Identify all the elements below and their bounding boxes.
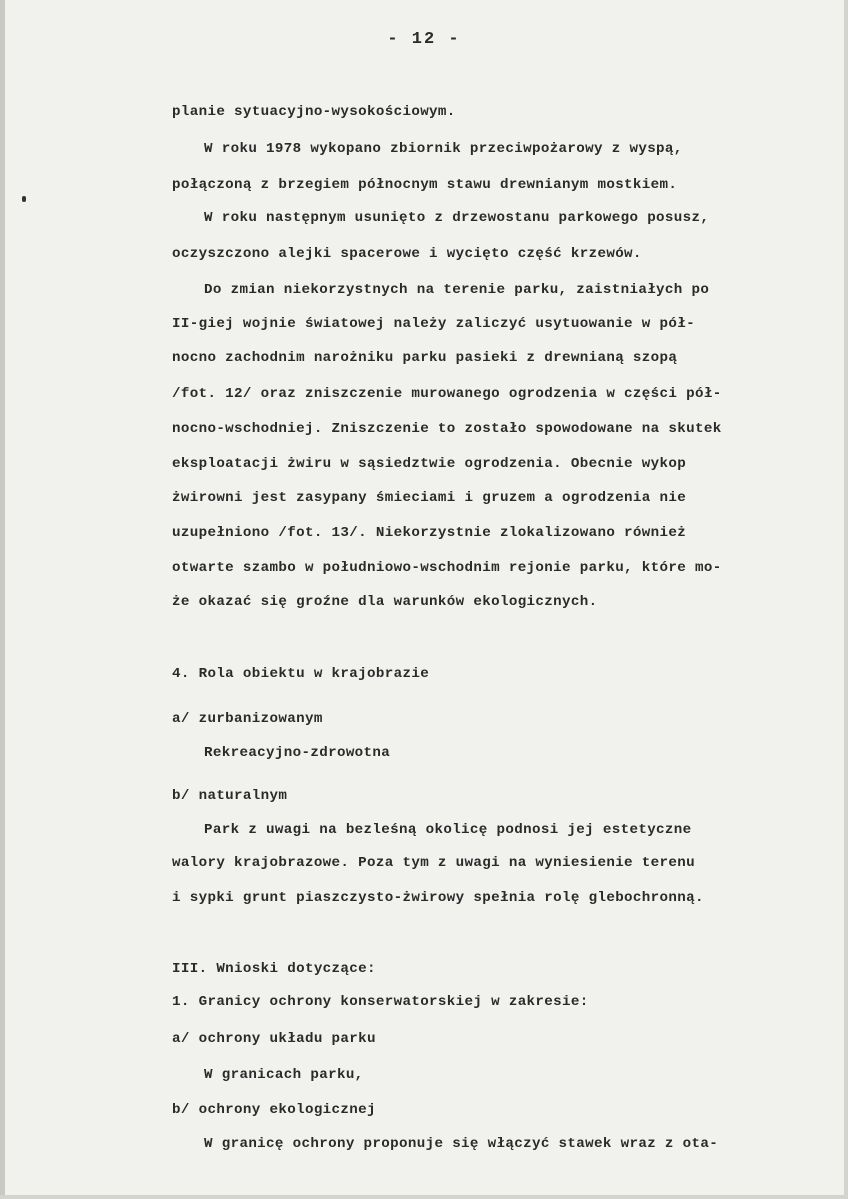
text-line: b/ naturalnym xyxy=(172,788,288,804)
text-line: oczyszczono alejki spacerowe i wycięto część krzewów. xyxy=(172,246,642,262)
text-line: a/ zurbanizowanym xyxy=(172,711,323,727)
text-line: żwirowni jest zasypany śmieciami i gruzem a ogrodzenia nie xyxy=(172,490,687,506)
text-line: b/ ochrony ekologicznej xyxy=(172,1102,376,1118)
text-line: połączoną z brzegiem północnym stawu drewnianym mostkiem. xyxy=(172,177,678,193)
text-line: że okazać się groźne dla warunków ekologicznych. xyxy=(172,594,598,610)
text-line: II-giej wojnie światowej należy zaliczyć usytuowanie w pół- xyxy=(172,316,695,332)
margin-mark xyxy=(22,196,26,202)
text-line: Rekreacyjno-zdrowotna xyxy=(204,745,391,761)
text-line: Park z uwagi na bezleśną okolicę podnosi jej estetyczne xyxy=(204,822,692,838)
text-line: a/ ochrony układu parku xyxy=(172,1031,376,1047)
text-line: walory krajobrazowe. Poza tym z uwagi na wyniesienie terenu xyxy=(172,855,695,871)
scan-edge-left xyxy=(0,0,5,1199)
scan-edge-bottom xyxy=(0,1195,848,1199)
text-line: eksploatacji żwiru w sąsiedztwie ogrodzenia. Obecnie wykop xyxy=(172,456,687,472)
text-line: planie sytuacyjno-wysokościowym. xyxy=(172,104,456,120)
scan-edge-right xyxy=(844,0,848,1199)
text-line: Do zmian niekorzystnych na terenie parku, zaistniałych po xyxy=(204,282,710,298)
text-line: W granicach parku, xyxy=(204,1067,364,1083)
text-line: W granicę ochrony proponuje się włączyć stawek wraz z ota- xyxy=(204,1136,719,1152)
text-line: nocno zachodnim narożniku parku pasieki z drewnianą szopą xyxy=(172,350,678,366)
section-heading: III. Wnioski dotyczące: xyxy=(172,961,376,977)
text-line: 1. Granicy ochrony konserwatorskiej w zakresie: xyxy=(172,994,589,1010)
text-line: /fot. 12/ oraz zniszczenie murowanego ogrodzenia w części pół- xyxy=(172,386,722,402)
text-line: W roku następnym usunięto z drzewostanu parkowego posusz, xyxy=(204,210,710,226)
section-heading: 4. Rola obiektu w krajobrazie xyxy=(172,666,430,682)
text-line: i sypki grunt piaszczysto-żwirowy spełnia rolę glebochronną. xyxy=(172,890,704,906)
text-line: W roku 1978 wykopano zbiornik przeciwpożarowy z wyspą, xyxy=(204,141,683,157)
text-line: uzupełniono /fot. 13/. Niekorzystnie zlokalizowano również xyxy=(172,525,687,541)
text-line: nocno-wschodniej. Zniszczenie to zostało spowodowane na skutek xyxy=(172,421,722,437)
page-number: - 12 - xyxy=(387,30,461,49)
text-line: otwarte szambo w południowo-wschodnim rejonie parku, które mo- xyxy=(172,560,722,576)
